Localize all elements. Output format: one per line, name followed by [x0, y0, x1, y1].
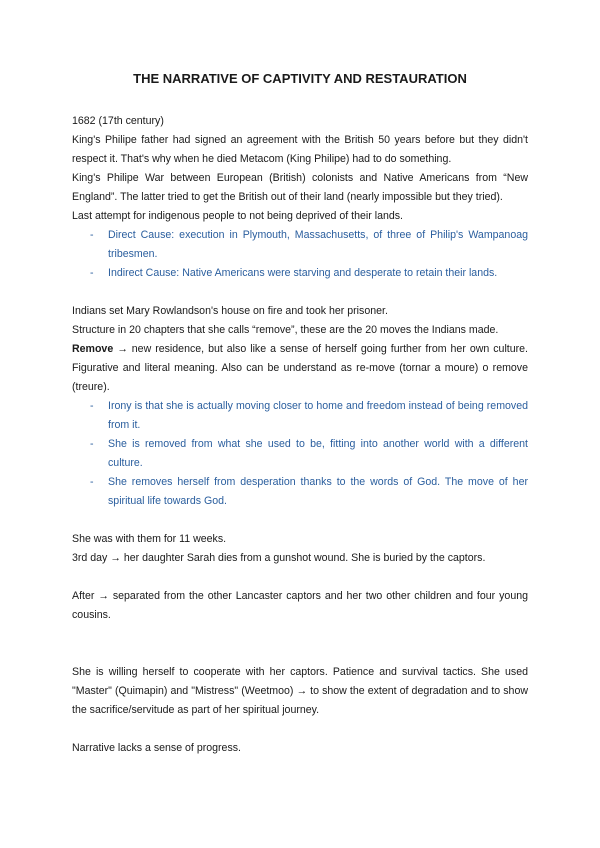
bullet-dash: -: [90, 438, 94, 450]
spacer: [72, 720, 528, 739]
progress-paragraph: Narrative lacks a sense of progress.: [72, 742, 241, 754]
weeks-paragraph-2: 3rd day → her daughter Sarah dies from a gunshot wound. She is buried by the captors.: [72, 552, 486, 564]
remove-point-irony: Irony is that she is actually moving closer to home and freedom instead of being removed from it.: [108, 400, 528, 431]
list-item: [72, 226, 528, 264]
bullet-dash: -: [90, 267, 94, 279]
spacer: [72, 568, 528, 587]
intro-paragraph-2: King's Philipe War between European (British) colonists and Native Americans from “New England”. The latter tried to get the British out of their land (nearly impossible but they tried).: [72, 172, 528, 203]
list-item: [72, 473, 528, 511]
page-title: THE NARRATIVE OF CAPTIVITY AND RESTAURATION: [133, 71, 467, 86]
bullet-dash: -: [90, 476, 94, 488]
remove-term: Remove: [72, 343, 114, 355]
weeks-paragraph-1: She was with them for 11 weeks.: [72, 533, 227, 545]
intro-date: 1682 (17th century): [72, 115, 164, 127]
remove-point-god: She removes herself from desperation thanks to the words of God. The move of her spiritual life towards God.: [108, 476, 528, 507]
remove-paragraph-1: Indians set Mary Rowlandson's house on fire and took her prisoner.: [72, 305, 388, 317]
spacer: [72, 625, 528, 663]
intro-paragraph-1: King's Philipe father had signed an agreement with the British 50 years before but they didn't respect it. That's why when he died Metacom (King Philipe) had to do something.: [72, 134, 528, 165]
bullet-dash: -: [90, 229, 94, 241]
remove-paragraph-2: Structure in 20 chapters that she calls “remove”, these are the 20 moves the Indians made.: [72, 324, 499, 336]
cause-indirect: Indirect Cause: Native Americans were starving and desperate to retain their lands.: [108, 267, 498, 279]
remove-points-list: [72, 397, 528, 511]
spacer: [72, 283, 528, 302]
document-page: [72, 70, 528, 758]
after-paragraph: After → separated from the other Lancaster captors and her two other children and four young cousins.: [72, 590, 528, 621]
list-item: [72, 397, 528, 435]
cooperate-paragraph: She is willing herself to cooperate with her captors. Patience and survival tactics. She used "Master" (Quimapin) and "Mistress" (Weetmoo) → to show the extent of degradation and to show the sacrifice/servitude as part of her spiritual journey.: [72, 666, 528, 716]
causes-list: [72, 226, 528, 283]
remove-point-culture: She is removed from what she used to be, fitting into another world with a different culture.: [108, 438, 528, 469]
spacer: [72, 511, 528, 530]
intro-paragraph-3: Last attempt for indigenous people to not being deprived of their lands.: [72, 210, 403, 222]
remove-definition: → new residence, but also like a sense of herself going further from her own culture. Figurative and literal meaning. Also can be understand as re-move (tornar a moure) o remove (treure).: [72, 343, 528, 393]
bullet-dash: -: [90, 400, 94, 412]
cause-direct: Direct Cause: execution in Plymouth, Massachusetts, of three of Philip's Wampanoag tribesmen.: [108, 229, 528, 260]
list-item: [72, 264, 528, 283]
remove-definition-paragraph: [72, 340, 528, 397]
list-item: [72, 435, 528, 473]
